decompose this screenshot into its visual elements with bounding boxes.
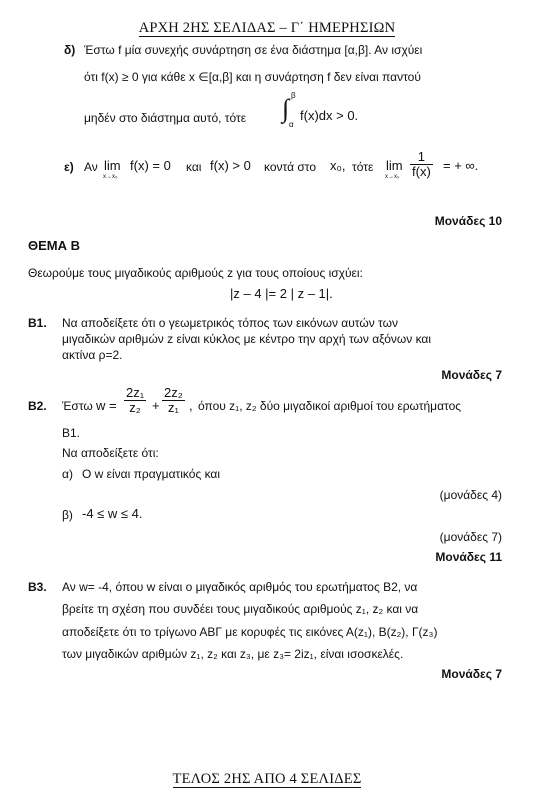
b2-fraction2 <box>162 386 185 415</box>
b2-a-label: α) <box>62 467 73 481</box>
b2-b-label: β) <box>62 508 73 522</box>
item-e-frac-den: f(x) <box>412 164 431 179</box>
marks-theme-a: Μονάδες 10 <box>434 214 502 228</box>
item-e-label: ε) <box>64 160 74 174</box>
item-e-lim2-sub: x→x₀ <box>385 174 400 180</box>
b2-frac1-den: z₂ <box>129 400 141 415</box>
page-header: ΑΡΧΗ 2ΗΣ ΣΕΛΙΔΑΣ – Γ΄ ΗΜΕΡΗΣΙΩΝ <box>138 20 396 36</box>
b2-a-marks: (μονάδες 4) <box>439 488 502 502</box>
b2-plus: + <box>152 398 160 413</box>
item-e-lim2: lim <box>386 158 403 173</box>
integral-lower-limit: α <box>289 120 294 129</box>
item-e-text-av: Αν <box>84 160 98 174</box>
b1-line3: ακτίνα ρ=2. <box>62 348 123 362</box>
integral-upper-limit: β <box>291 91 296 100</box>
item-e-text-tote: τότε <box>352 160 374 174</box>
b3-line2: βρείτε τη σχέση που συνδέει τους μιγαδικούς αριθμούς z₁, z₂ και να <box>62 602 419 616</box>
item-e-expr2: f(x) > 0 <box>210 158 251 173</box>
b1-line2: μιγαδικών αριθμών z είναι κύκλος με κέντρο την αρχή των αξόνων και <box>62 332 432 346</box>
b2-b-text: -4 ≤ w ≤ 4. <box>82 506 143 521</box>
b3-line4: των μιγαδικών αριθμών z₁, z₂ και z₃, με z₃= 2iz₁, είναι ισοσκελές. <box>62 647 404 661</box>
b3-line1: Αν w= -4, όπου w είναι ο μιγαδικός αριθμός του ερωτήματος Β2, να <box>62 580 418 594</box>
b2-text-estw: Έστω <box>62 399 93 413</box>
item-e-lim1: lim <box>104 158 121 173</box>
theme-b-intro-equation: |z – 4 |= 2 | z – 1|. <box>230 286 333 301</box>
b2-marks: Μονάδες 11 <box>435 550 502 564</box>
item-e-expr1: f(x) = 0 <box>130 158 171 173</box>
item-e-x0: x₀, <box>330 158 346 173</box>
b2-b-marks: (μονάδες 7) <box>439 530 502 544</box>
b2-fraction1 <box>124 386 146 415</box>
b2-a-text: O w είναι πραγματικός και <box>82 467 221 481</box>
b1-line1: Να αποδείξετε ότι ο γεωμετρικός τόπος των εικόνων αυτών των <box>62 316 398 330</box>
theme-b-intro: Θεωρούμε τους μιγαδικούς αριθμούς z για τους οποίους ισχύει: <box>28 266 363 280</box>
b1-label: Β1. <box>28 316 47 330</box>
b3-label: Β3. <box>28 580 47 594</box>
b2-w-eq: w = <box>96 398 117 413</box>
item-d-label: δ) <box>64 43 76 57</box>
integral-sign: ∫ <box>282 94 290 123</box>
page-footer: ΤΕΛΟΣ 2ΗΣ ΑΠΟ 4 ΣΕΛΙΔΕΣ <box>172 771 362 787</box>
b2-rest: όπου z₁, z₂ δύο μιγαδικοί αριθμοί του ερωτήματος <box>198 399 462 413</box>
b3-line3: αποδείξετε ότι το τρίγωνο ΑΒΓ με κορυφές τις εικόνες Α(z₁), Β(z₂), Γ(z₃) <box>62 625 438 639</box>
b2-frac2-num: 2z₂ <box>164 385 183 400</box>
b2-frac2-den: z₁ <box>167 400 179 415</box>
item-d-line3-text: μηδέν στο διάστημα αυτό, τότε <box>84 111 247 125</box>
b2-frac1-num: 2z₁ <box>126 385 145 400</box>
b3-marks: Μονάδες 7 <box>441 667 502 681</box>
integral-expression: f(x)dx > 0. <box>300 108 359 123</box>
item-e-result: = + ∞. <box>443 158 479 173</box>
item-e-lim1-sub: x→x₀ <box>103 174 118 180</box>
item-d-line2: ότι f(x) ≥ 0 για κάθε x ∈[α,β] και η συνάρτηση f δεν είναι παντού <box>84 70 421 84</box>
item-d-line1: Έστω f μία συνεχής συνάρτηση σε ένα διάστημα [α,β]. Αν ισχύει <box>84 43 423 57</box>
b1-marks: Μονάδες 7 <box>441 368 502 382</box>
b2-label: Β2. <box>28 399 47 413</box>
theme-b-title: ΘΕΜΑ Β <box>28 238 80 253</box>
item-e-text-near: κοντά στο <box>264 160 317 174</box>
b2-line2: Β1. <box>62 426 81 440</box>
b2-line3: Να αποδείξετε ότι: <box>62 446 159 460</box>
b2-comma: , <box>189 398 193 413</box>
item-e-frac-num: 1 <box>410 150 433 165</box>
item-e-text-kai: και <box>186 160 202 174</box>
item-e-fraction <box>410 150 433 179</box>
